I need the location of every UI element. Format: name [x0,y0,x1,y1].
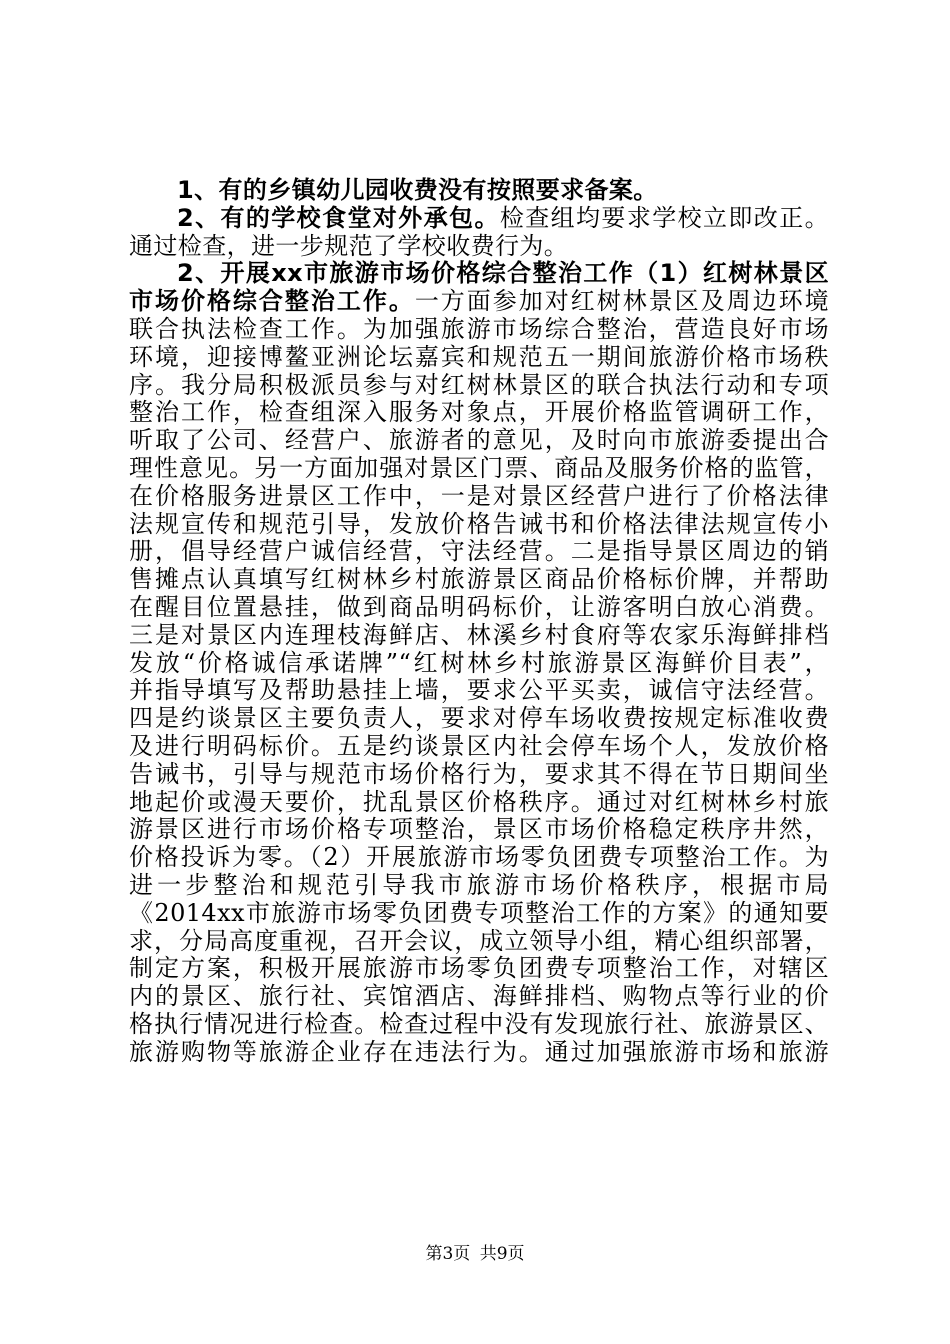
regular-text: 一方面参加对红树林景区及周边环境 [414,287,829,316]
regular-text: 价格投诉为零。（2）开展旅游市场零负团费专项整治工作。为 [129,843,829,872]
text-line [129,316,829,344]
regular-text: 整治工作，检查组深入服务对象点，开展价格监管调研工作， [129,398,829,427]
regular-text: 求，分局高度重视，召开会议，成立领导小组，精心组织部署， [129,926,829,955]
regular-text: 检查组均要求学校立即改正。 [499,203,829,232]
regular-text: 告诫书，引导与规范市场价格行为，要求其不得在节日期间坐 [129,759,829,788]
regular-text: 内的景区、旅行社、宾馆酒店、海鲜排档、购物点等行业的价 [129,982,829,1011]
regular-text: 册，倡导经营户诚信经营，守法经营。二是指导景区周边的销 [129,537,829,566]
regular-text: 序。我分局积极派员参与对红树林景区的联合执法行动和专项 [129,370,829,399]
bold-text: 2、有的学校食堂对外承包。 [177,203,500,232]
text-line [129,872,829,900]
regular-text: 三是对景区内连理枝海鲜店、林溪乡村食府等农家乐海鲜排档 [129,620,829,649]
text-line [129,566,829,594]
text-line [129,344,829,372]
text-line [129,594,829,622]
regular-text: 四是约谈景区主要负责人，要求对停车场收费按规定标准收费 [129,704,829,733]
regular-text: 《2014xx市旅游市场零负团费专项整治工作的方案》的通知要 [129,898,829,927]
text-line [129,955,829,983]
regular-text: 旅游购物等旅游企业存在违法行为。通过加强旅游市场和旅游 [129,1037,829,1066]
regular-text: 理性意见。另一方面加强对景区门票、商品及服务价格的监管， [129,453,829,482]
text-line [129,928,829,956]
regular-text: 制定方案，积极开展旅游市场零负团费专项整治工作，对辖区 [129,954,829,983]
regular-text: 进一步整治和规范引导我市旅游市场价格秩序，根据市局 [129,870,829,899]
text-line [129,650,829,678]
regular-text: 发放“价格诚信承诺牌”“红树林乡村旅游景区海鲜价目表”， [129,648,829,677]
body-text [129,177,829,1067]
page-footer [0,1244,950,1264]
regular-text: 地起价或漫天要价，扰乱景区价格秩序。通过对红树林乡村旅 [129,787,829,816]
text-line [129,538,829,566]
regular-text: 听取了公司、经营户、旅游者的意见，及时向市旅游委提出合 [129,426,829,455]
regular-text: 售摊点认真填写红树林乡村旅游景区商品价格标价牌，并帮助 [129,565,829,594]
regular-text: 游景区进行市场价格专项整治，景区市场价格稳定秩序井然， [129,815,829,844]
bold-text: 1、有的乡镇幼儿园收费没有按照要求备案。 [177,176,658,204]
regular-text: 通过检查，进一步规范了学校收费行为。 [129,231,569,260]
text-line [129,483,829,511]
regular-text: 及进行明码标价。五是约谈景区内社会停车场个人，发放价格 [129,731,829,760]
text-line [129,900,829,928]
text-line [129,427,829,455]
text-line [129,177,829,205]
text-line [129,288,829,316]
text-line [129,399,829,427]
text-line [129,733,829,761]
text-line [129,816,829,844]
text-line [129,1039,829,1067]
regular-text: 在醒目位置悬挂，做到商品明码标价，让游客明白放心消费。 [129,592,829,621]
text-line [129,205,829,233]
text-line [129,677,829,705]
page-number: 第3页 [425,1244,471,1264]
page-total: 共9页 [479,1244,525,1264]
text-line [129,761,829,789]
text-line [129,1011,829,1039]
regular-text: 环境，迎接博鳌亚洲论坛嘉宾和规范五一期间旅游价格市场秩 [129,342,829,371]
text-line [129,260,829,288]
regular-text: 格执行情况进行检查。检查过程中没有发现旅行社、旅游景区、 [129,1009,829,1038]
regular-text: 并指导填写及帮助悬挂上墙，要求公平买卖，诚信守法经营。 [129,676,829,705]
text-line [129,844,829,872]
text-line [129,455,829,483]
regular-text: 法规宣传和规范引导，发放价格告诫书和价格法律法规宣传小 [129,509,829,538]
text-line [129,983,829,1011]
regular-text: 在价格服务进景区工作中，一是对景区经营户进行了价格法律 [129,481,829,510]
bold-text: 市场价格综合整治工作。 [129,287,415,316]
regular-text: 联合执法检查工作。为加强旅游市场综合整治，营造良好市场 [129,314,829,343]
text-line [129,622,829,650]
text-line [129,705,829,733]
text-line [129,789,829,817]
text-line [129,372,829,400]
text-line [129,511,829,539]
bold-text: 2、开展xx市旅游市场价格综合整治工作（1）红树林景区 [177,259,829,288]
text-line [129,233,829,261]
